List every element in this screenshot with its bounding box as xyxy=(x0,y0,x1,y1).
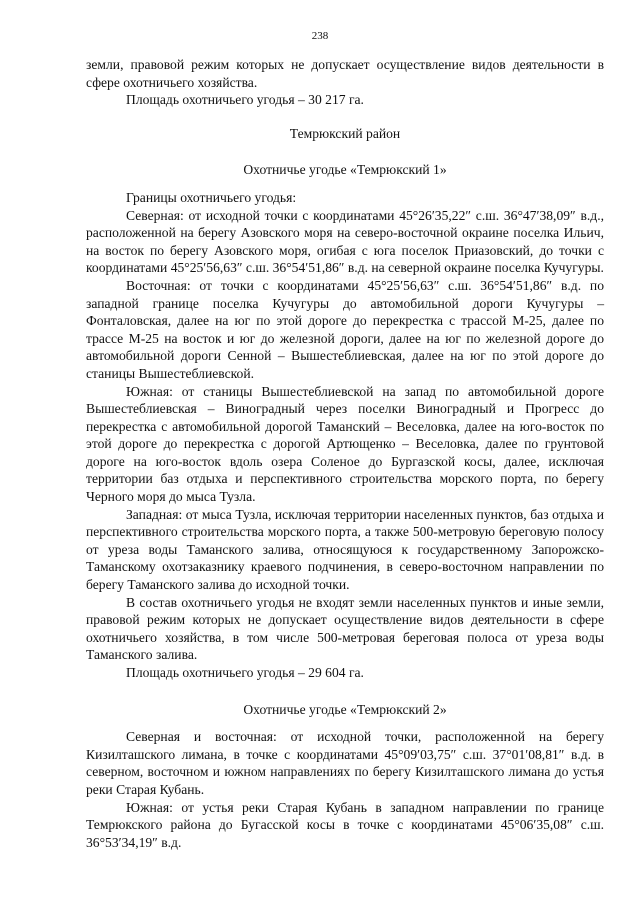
document-body xyxy=(86,56,604,851)
paragraph-intro-continuation: земли, правовой режим которых не допускает осуществление видов деятельности в сфере охотничьего хозяйства. xyxy=(86,57,604,90)
hunting-ground-1-south-border: Южная: от станицы Вышестеблиевской на запад по автомобильной дороге Вышестеблиевская – Виноградный через поселки Виноградный и Прогресс до перекрестка с автомобильной дорогой Таманский – Веселовка, далее на юго-восток по этой дороге до перекрестка с дорогой Артющенко – Веселовка, далее по грунтовой дороге на юго-восток вдоль озера Соленое до Бургазской косы, далее, исключая территории баз отдыха и перспективного строительства морского порта, по берегу Черного моря до мыса Тузла. xyxy=(86,383,604,505)
hunting-ground-2-south-border: Южная: от устья реки Старая Кубань в западном направлении по границе Темрюкского района до Бугасской косы в точке с координатами 45°06′35,08″ с.ш. 36°53′34,19″ в.д. xyxy=(86,799,604,850)
hunting-ground-1-borders-label: Границы охотничьего угодья: xyxy=(126,189,297,205)
hunting-ground-1-exclusions: В состав охотничьего угодья не входят земли населенных пунктов и иные земли, правовой режим которых не допускает осуществление видов деятельности в сфере охотничьего хозяйства, в том числе 500-метровая береговая полоса от уреза воды Таманского залива. xyxy=(86,594,604,663)
district-heading: Темрюкский район xyxy=(289,125,401,141)
hunting-ground-1-heading: Охотничье угодье «Темрюкский 1» xyxy=(243,162,447,178)
paragraph-intro-area: Площадь охотничьего угодья – 30 217 га. xyxy=(126,92,364,108)
hunting-ground-2-heading: Охотничье угодье «Темрюкский 2» xyxy=(243,701,447,717)
page-number: 238 xyxy=(311,30,329,42)
hunting-ground-2-north-east-border: Северная и восточная: от исходной точки, расположенной на берегу Кизилташского лимана, в точке с координатами 45°09′03,75″ с.ш. 37°01′08,81″ в.д. в северном, восточном и южном направлениях по берегу Кизилташского лимана до устья реки Старая Кубань. xyxy=(86,729,604,797)
hunting-ground-1-west-border: Западная: от мыса Тузла, исключая территории населенных пунктов, баз отдыха и перспективного строительства морского порта, а также 500-метровую береговую полосу от уреза воды Таманского залива, относящуюся к государственному Запорожско-Таманскому охотзаказнику краевого подчинения, в северо-восточном направлении по берегу Таманского залива до исходной точки. xyxy=(86,506,604,593)
hunting-ground-1-east-border: Восточная: от точки с координатами 45°25′56,63″ с.ш. 36°54′51,86″ в.д. по западной границе поселка Кучугуры до автомобильной дороги Кучугуры – Фонталовская, далее на юг по этой дороге до перекрестка с трассой М-25, далее по трассе М-25 на восток и юг до железной дороги, далее на юг по железной дороге до автомобильной дороги Сенной – Вышестеблиевская, далее на юг по этой дороге до станицы Вышестеблиевской. xyxy=(86,277,604,381)
hunting-ground-1-area: Площадь охотничьего угодья – 29 604 га. xyxy=(126,665,364,680)
hunting-ground-1-north-border: Северная: от исходной точки с координатами 45°26′35,22″ с.ш. 36°47′38,09″ в.д., расположенной на берегу Азовского моря на северо-восточной окраине поселка Ильич, на восток по берегу Азовского моря, огибая с юга поселок Приазовский, до точки с координатами 45°25′56,63″ с.ш. 36°54′51,86″ в.д. на северной окраине поселка Кучугуры. xyxy=(86,207,604,276)
